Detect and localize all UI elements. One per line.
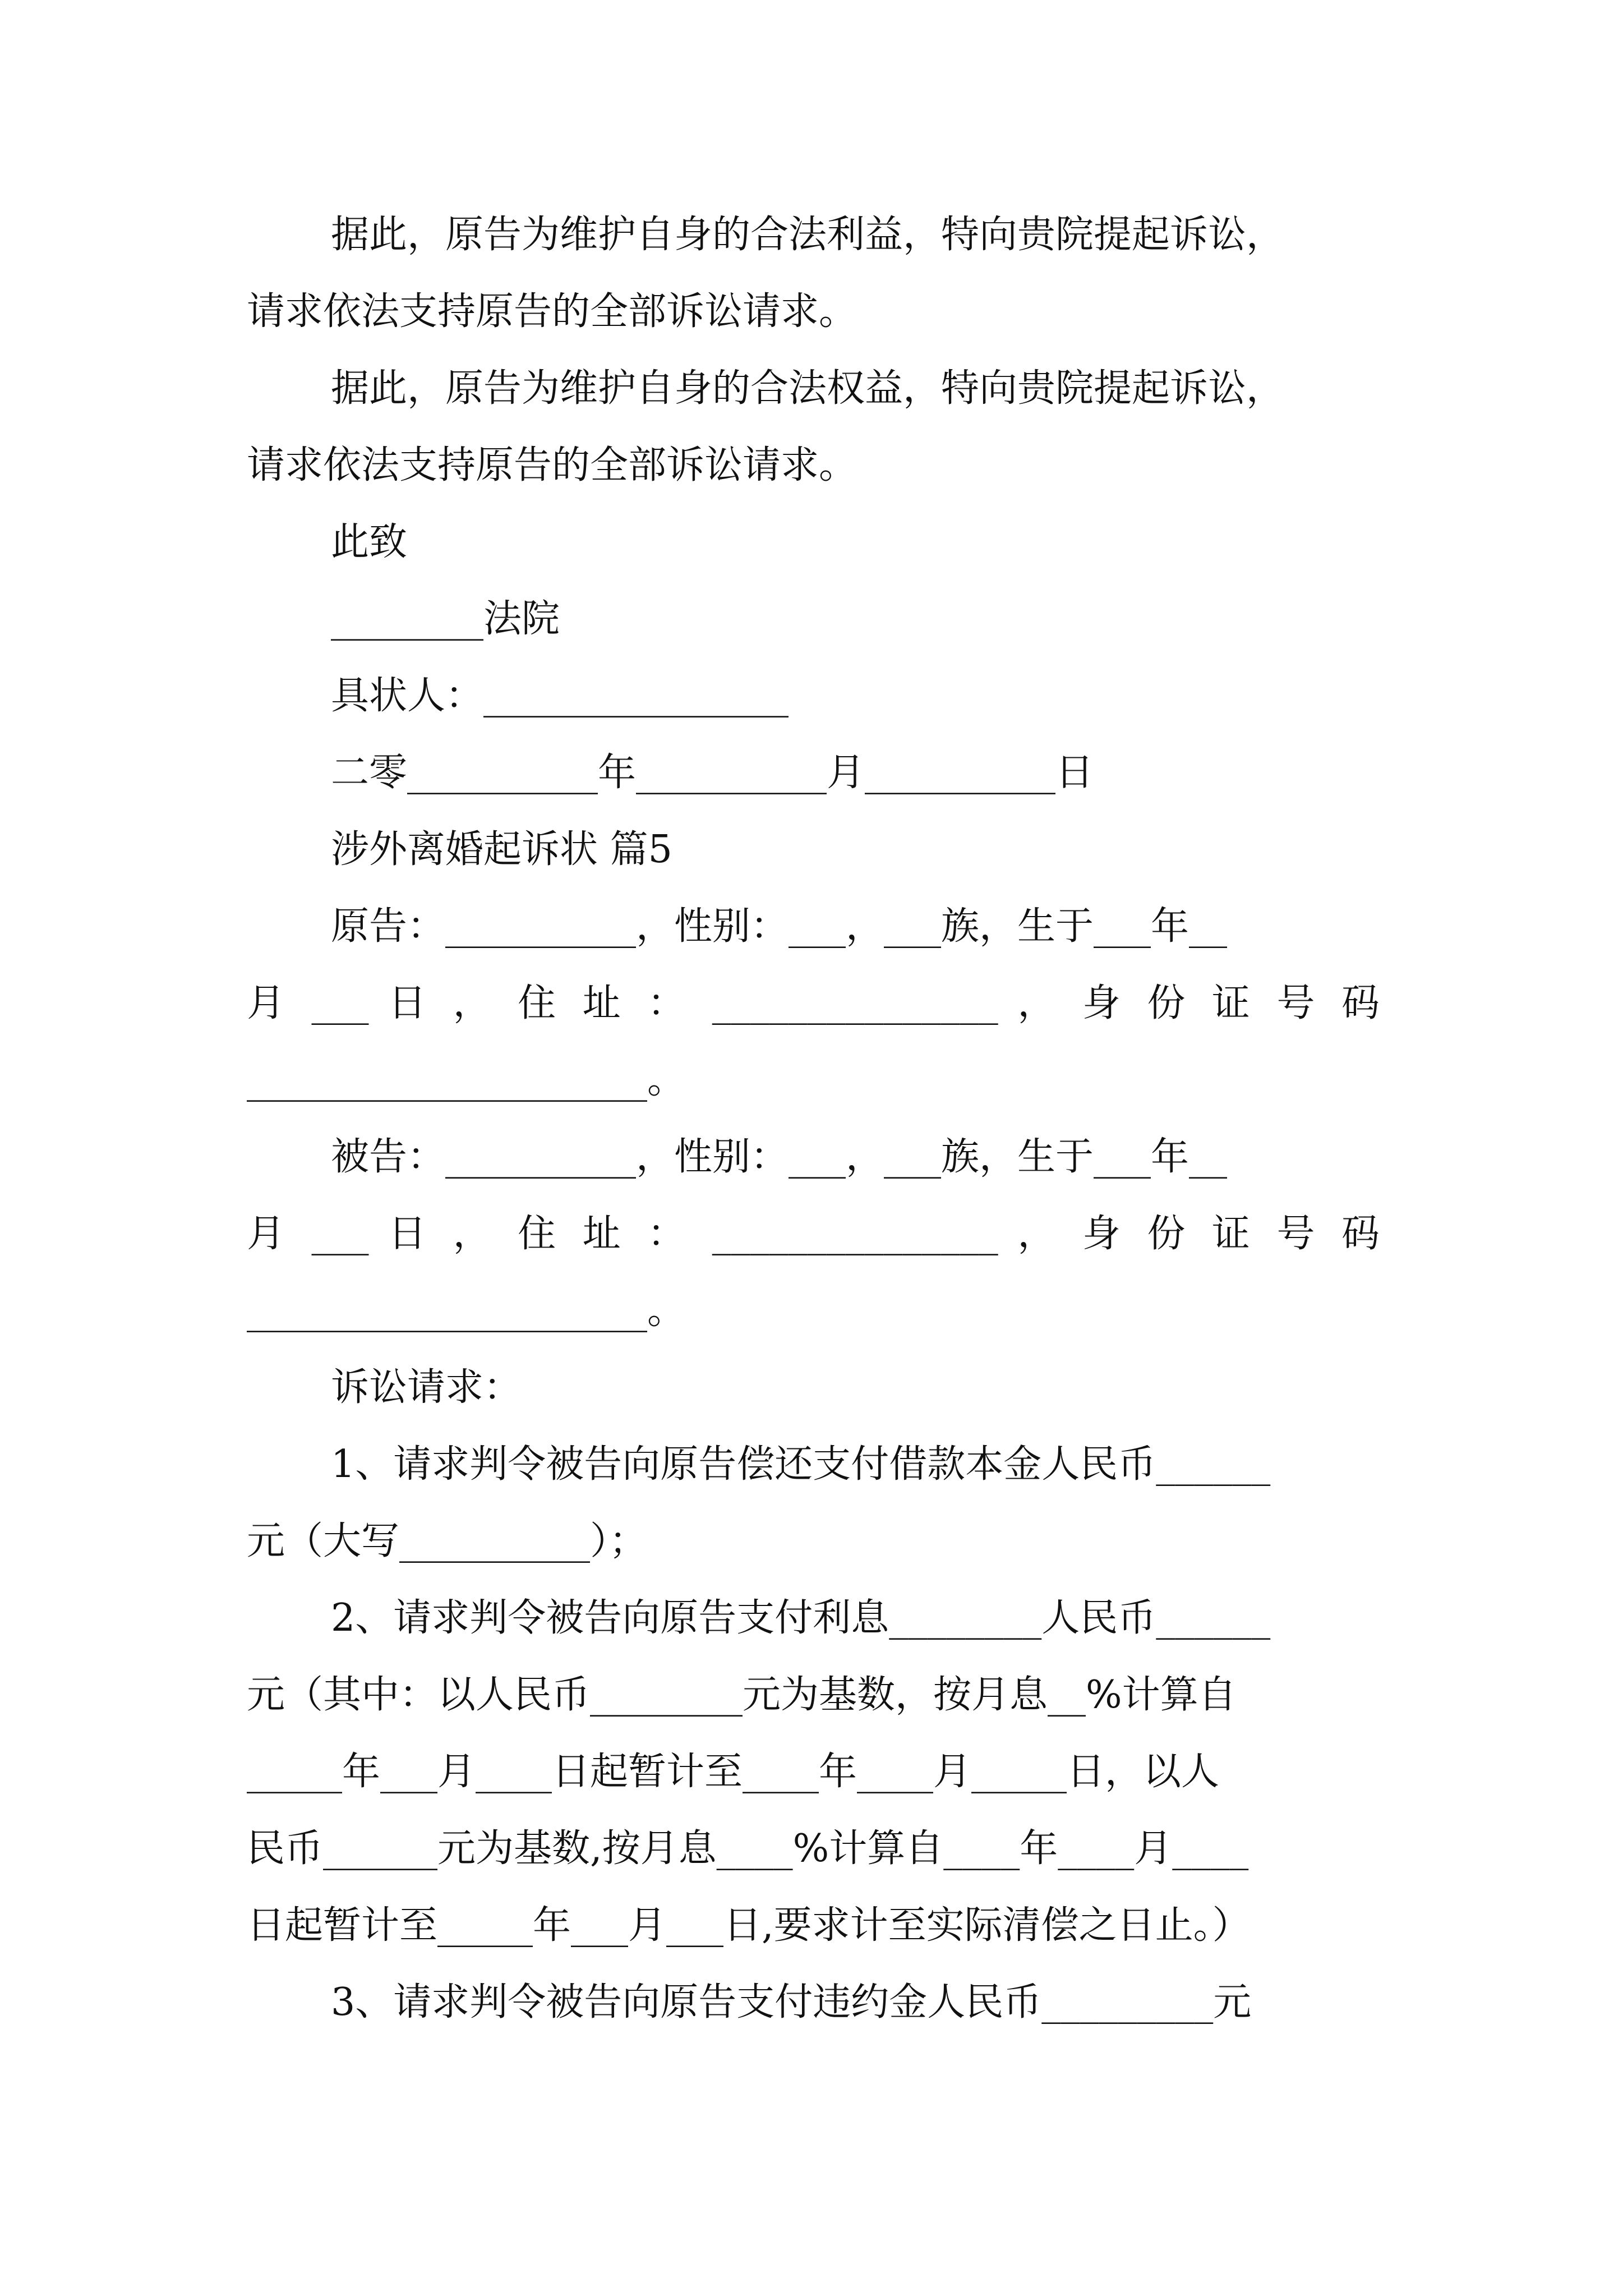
text-line: _____________________。	[247, 1058, 686, 1102]
text-line: 月 ___ 日 ， 住 址 ： _______________ ， 身 份 证 号 码	[247, 981, 1380, 1025]
text-line: 2、请求判令被告向原告支付利息________人民币______	[331, 1596, 1271, 1640]
text-line: 具状人：________________	[331, 674, 789, 718]
text-line: 此致	[331, 520, 408, 564]
text-line: 3、请求判令被告向原告支付违约金人民币_________元	[331, 1980, 1252, 2024]
text-line: 元（大写__________）；	[247, 1519, 648, 1563]
document-body	[247, 196, 1380, 2041]
text-line: 元（其中：以人民币________元为基数，按月息__%计算自	[247, 1673, 1237, 1717]
text-line: 请求依法支持原告的全部诉讼请求。	[247, 443, 857, 487]
text-line: 二零__________年__________月__________日	[331, 751, 1094, 795]
text-line: ________法院	[331, 597, 560, 641]
text-line: _____________________。	[247, 1289, 686, 1333]
text-line: 被告：__________，性别：___，___族，生于___年__	[331, 1135, 1228, 1179]
text-line: 涉外离婚起诉状 篇5	[331, 827, 672, 872]
text-line: 据此，原告为维护自身的合法权益，特向贵院提起诉讼，	[331, 366, 1285, 411]
text-line: 月 ___ 日 ， 住 址 ： _______________ ， 身 份 证 号 码	[247, 1212, 1380, 1256]
text-line: 请求依法支持原告的全部诉讼请求。	[247, 289, 857, 334]
text-line: 民币______元为基数,按月息____%计算自____年____月____	[247, 1826, 1249, 1871]
text-line: _____年___月____日起暂计至____年____月_____日，以人	[247, 1750, 1220, 1794]
text-line: 原告：__________，性别：___，___族，生于___年__	[331, 904, 1228, 949]
text-line: 诉讼请求：	[331, 1365, 522, 1410]
text-line: 日起暂计至_____年___月___日,要求计至实际清偿之日止。）	[247, 1903, 1251, 1948]
text-line: 据此，原告为维护自身的合法利益，特向贵院提起诉讼，	[331, 213, 1285, 257]
text-line: 1、请求判令被告向原告偿还支付借款本金人民币______	[331, 1442, 1271, 1487]
